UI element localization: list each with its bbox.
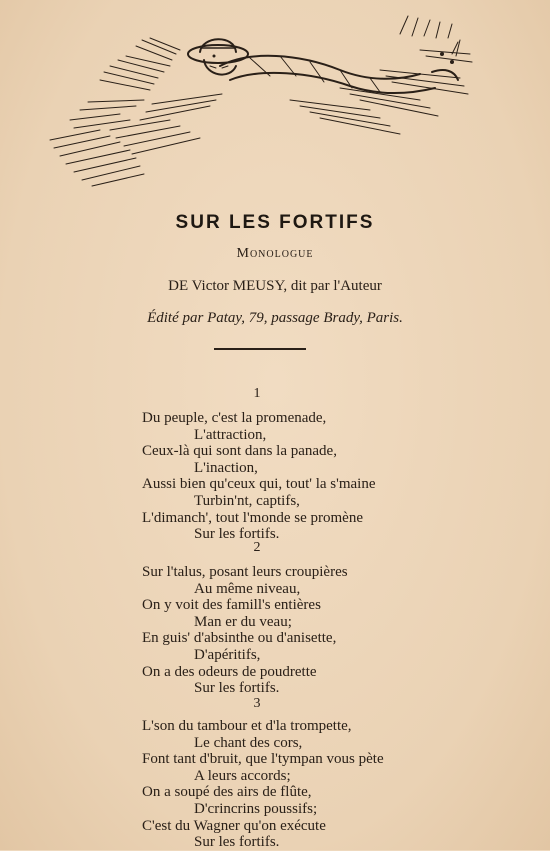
verse-line: Font tant d'bruit, que l'tympan vous pète — [142, 751, 384, 768]
stanza — [142, 564, 482, 697]
verse-line: L'son du tambour et d'la trompette, — [142, 718, 352, 734]
stanza-number: 2 — [253, 540, 261, 555]
verse-line: A leurs accords; — [194, 767, 291, 784]
stanza — [142, 718, 482, 851]
verse-line: L'inaction, — [194, 459, 258, 476]
divider-rule — [214, 348, 306, 350]
publisher-line: Édité par Patay, 79, passage Brady, Paris. — [147, 310, 403, 326]
verse-line: Turbin'nt, captifs, — [194, 492, 300, 509]
verse-line: D'apéritifs, — [194, 646, 261, 663]
verse-line: Le chant des cors, — [194, 734, 303, 751]
byline: DE Victor MEUSY, dit par l'Auteur — [168, 278, 382, 294]
sleeping-man-illustration — [40, 10, 480, 195]
verse-line: Ceux-là qui sont dans la panade, — [142, 443, 337, 460]
verse-line: En guis' d'absinthe ou d'anisette, — [142, 630, 337, 647]
verse-line: On y voit des famill's entières — [142, 597, 321, 614]
stanza-number: 3 — [253, 696, 261, 711]
page-title: SUR LES FORTIFS — [175, 212, 375, 233]
stanza-number: 1 — [253, 386, 261, 401]
verse-line: Man er du veau; — [194, 613, 292, 630]
verse-line: D'crincrins poussifs; — [194, 800, 318, 817]
subtitle: Monologue — [236, 246, 314, 261]
verse-line: L'dimanch', tout l'monde se promène — [142, 509, 363, 526]
verse-line: C'est du Wagner qu'on exécute — [142, 817, 326, 834]
stanza — [142, 410, 482, 543]
verse-line: Sur les fortifs. — [194, 834, 280, 851]
verse-line: Du peuple, c'est la promenade, — [142, 410, 327, 426]
verse-line: Sur l'talus, posant leurs croupières — [142, 564, 348, 580]
verse-line: On a soupé des airs de flûte, — [142, 784, 312, 801]
verse-line: On a des odeurs de poudrette — [142, 663, 317, 680]
verse-line: L'attraction, — [194, 426, 267, 443]
verse-line: Aussi bien qu'ceux qui, tout' la s'maine — [142, 476, 376, 493]
verse-line: Au même niveau, — [194, 580, 301, 597]
verse-line: Sur les fortifs. — [194, 526, 280, 543]
verse-line: Sur les fortifs. — [194, 680, 280, 697]
